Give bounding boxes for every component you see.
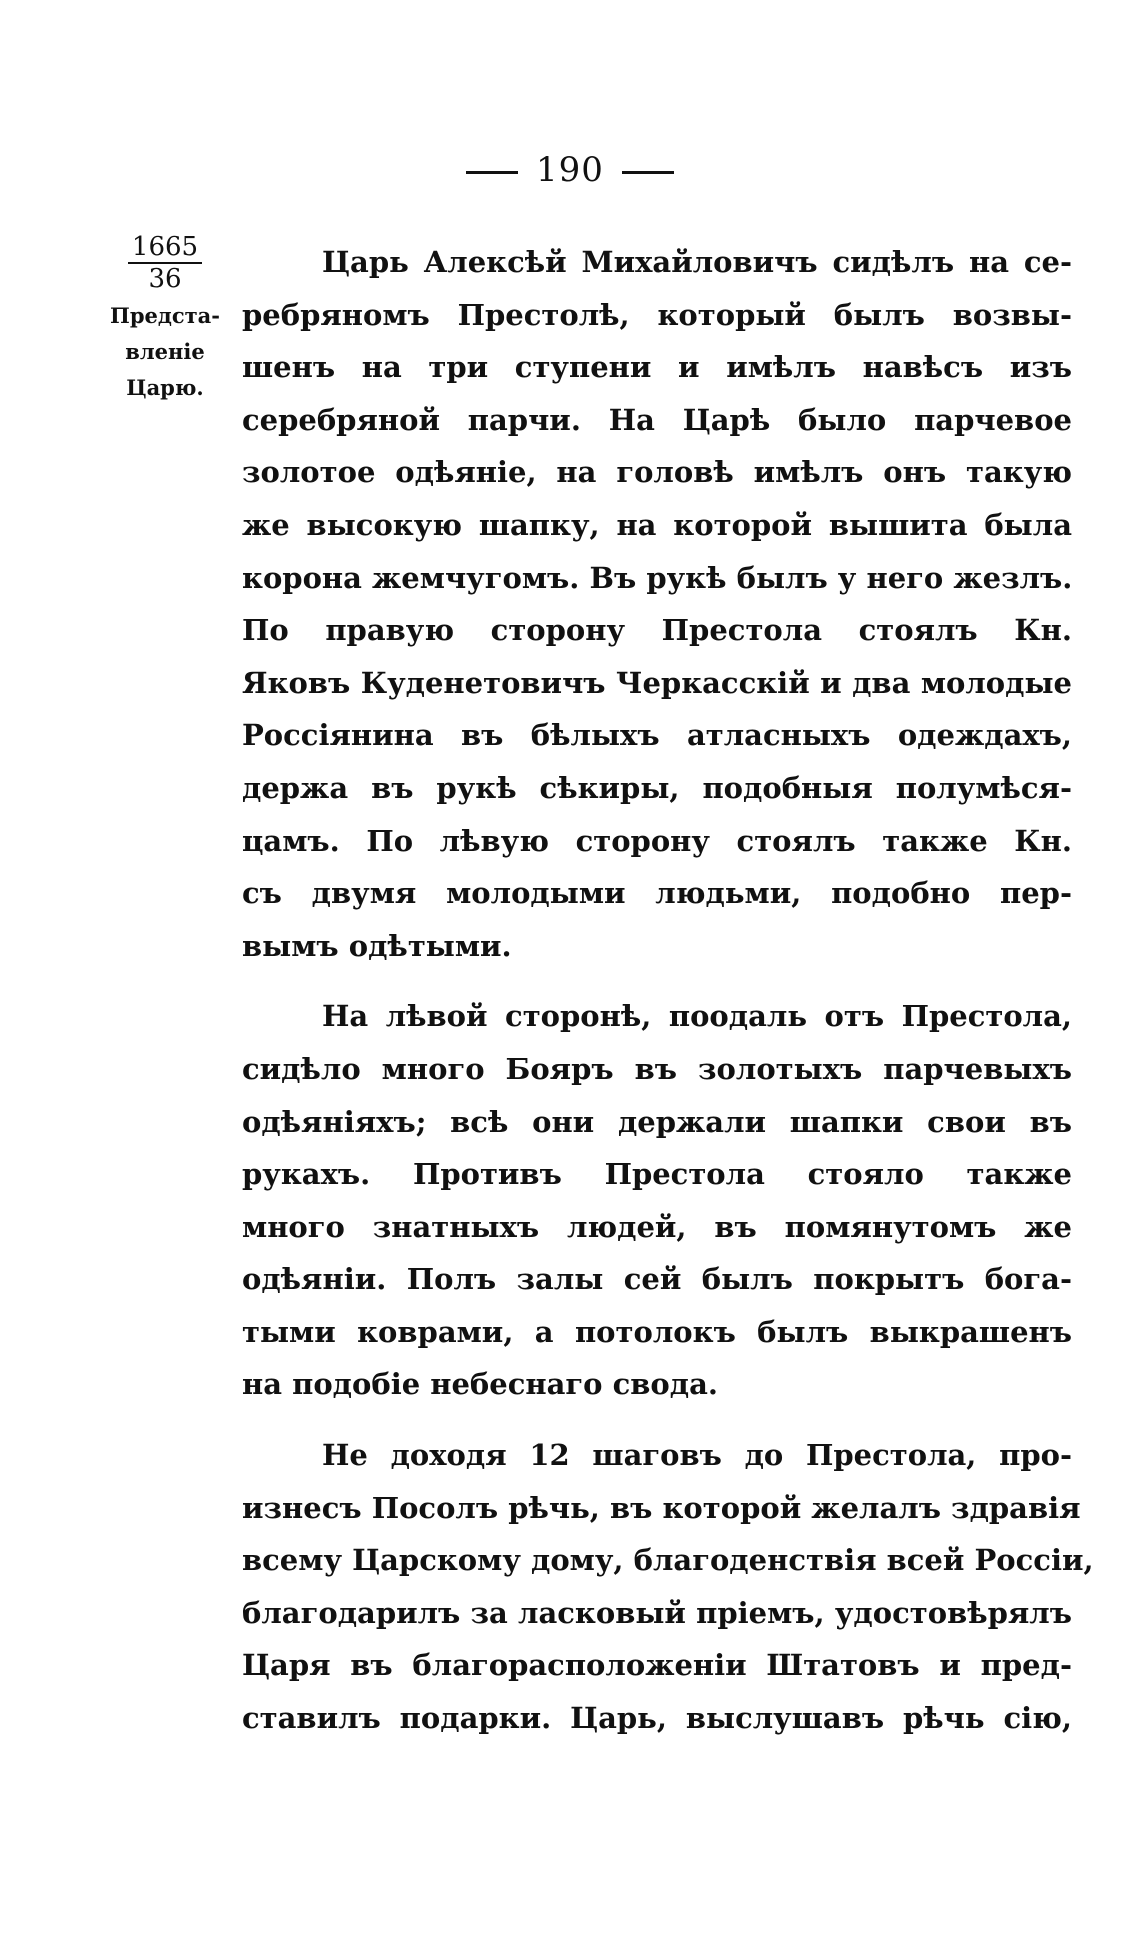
text-line: цамъ. По лѣвую сторону стоялъ также Кн. bbox=[242, 823, 1072, 858]
text-line: корона жемчугомъ. Въ рукѣ былъ у него жезлъ. bbox=[242, 560, 1073, 595]
text-line: на подобіе небеснаго свода. bbox=[242, 1367, 718, 1402]
text-line: много знатныхъ людей, въ помянутомъ же bbox=[242, 1209, 1072, 1244]
text-line: съ двумя молодыми людьми, подобно пер- bbox=[242, 876, 1072, 911]
text-line: шенъ на три ступени и имѣлъ навѣсъ изъ bbox=[242, 350, 1072, 385]
text-line: благодарилъ за ласковый пріемъ, удостовѣрялъ bbox=[242, 1595, 1072, 1630]
text-line: сидѣло много Бояръ въ золотыхъ парчевыхъ bbox=[242, 1051, 1072, 1086]
text-line: Яковъ Куденетовичъ Черкасскій и два молодые bbox=[242, 665, 1072, 700]
margin-caption bbox=[105, 298, 225, 406]
text-line: На лѣвой сторонѣ, поодаль отъ Престола, bbox=[322, 999, 1072, 1034]
margin-year-bottom: 36 bbox=[148, 264, 182, 294]
text-line: ребряномъ Престолѣ, который былъ возвы- bbox=[242, 297, 1072, 332]
text-line: золотое одѣяніе, на головѣ имѣлъ онъ такую bbox=[242, 455, 1072, 490]
text-line: Россіянина въ бѣлыхъ атласныхъ одеждахъ, bbox=[242, 718, 1072, 753]
left-dash bbox=[466, 171, 518, 174]
page-number-header bbox=[0, 150, 1140, 190]
text-line: же высокую шапку, на которой вышита была bbox=[242, 507, 1072, 542]
text-line: По правую сторону Престола стоялъ Кн. bbox=[242, 613, 1072, 648]
paragraph-3 bbox=[242, 1429, 1094, 1745]
text-line: изнесъ Посолъ рѣчь, въ которой желалъ здравія bbox=[242, 1490, 1081, 1525]
margin-note bbox=[105, 232, 225, 406]
text-line: ставилъ подарки. Царь, выслушавъ рѣчь сію, bbox=[242, 1701, 1072, 1736]
text-line: тыми коврами, а потолокъ былъ выкрашенъ bbox=[242, 1314, 1072, 1349]
text-line: рукахъ. Противъ Престола стояло также bbox=[242, 1157, 1072, 1192]
text-line: одѣяніи. Полъ залы сей былъ покрытъ бога- bbox=[242, 1262, 1072, 1297]
text-line: Царь Алексѣй Михайловичъ сидѣлъ на се- bbox=[322, 245, 1072, 279]
text-line: вымъ одѣтыми. bbox=[242, 928, 512, 963]
body-text bbox=[242, 236, 1094, 1745]
text-line: всему Царскому дому, благоденствія всей Россіи, bbox=[242, 1543, 1094, 1578]
page-number: 190 bbox=[536, 150, 604, 190]
paragraph-2 bbox=[242, 990, 1072, 1411]
text-line: держа въ рукѣ сѣкиры, подобныя полумѣся- bbox=[242, 770, 1072, 805]
right-dash bbox=[622, 171, 674, 174]
margin-caption-line: Предста- bbox=[110, 303, 220, 328]
margin-year-top: 1665 bbox=[128, 232, 202, 264]
text-line: Царя въ благорасположеніи Штатовъ и пред- bbox=[242, 1648, 1072, 1683]
text-line: Не доходя 12 шаговъ до Престола, про- bbox=[322, 1438, 1072, 1473]
margin-caption-line: Царю. bbox=[126, 375, 204, 400]
text-line: серебряной парчи. На Царѣ было парчевое bbox=[242, 402, 1072, 437]
text-line: одѣяніяхъ; всѣ они держали шапки свои въ bbox=[242, 1104, 1072, 1139]
paragraph-1 bbox=[242, 236, 1072, 972]
margin-caption-line: вленіе bbox=[125, 339, 205, 364]
